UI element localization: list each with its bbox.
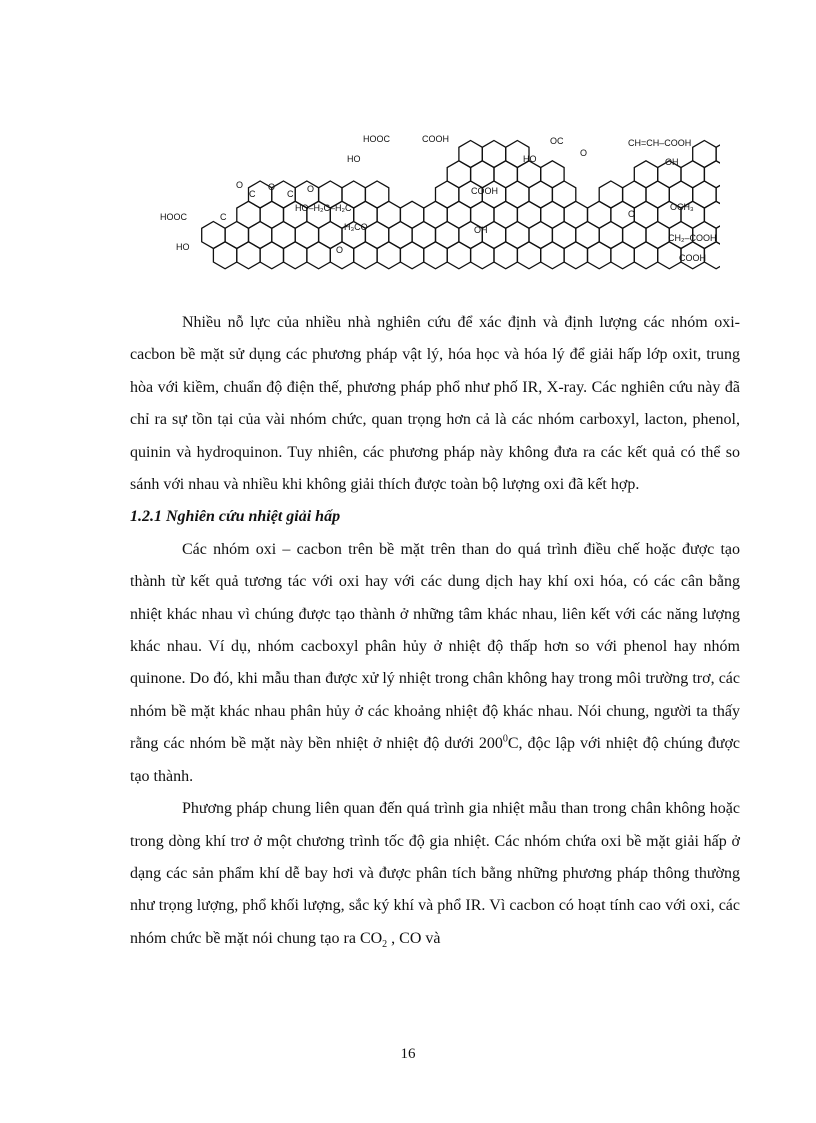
hexagon-ring	[588, 242, 611, 269]
hexagon-ring	[307, 242, 330, 269]
hexagon-ring	[704, 201, 720, 228]
hexagon-ring	[704, 242, 720, 269]
paragraph-desorption-method-text: Phương pháp chung liên quan đến quá trình gia nhiệt mẫu than trong chân không hoặc trong dòng khí trơ ở một chương trình tốc độ gia nhiệt. Các nhóm chứa oxi bề mặt giải hấp ở dạng các sản phẩm khí dễ bay hơi và được phân tích bằng những phương pháp thông thường như trọng lượng, phổ khối lượng, sắc ký khí và phổ IR. Vì cacbon có hoạt tính cao với oxi, các nhóm chức bề mặt nói chung tạo ra CO	[130, 800, 740, 947]
paragraph-thermal-stability	[130, 534, 740, 793]
hexagon-ring	[517, 242, 540, 269]
section-heading: 1.2.1 Nghiên cứu nhiệt giải hấp	[130, 508, 341, 526]
hexagon-ring	[716, 181, 720, 208]
page-number: 16	[400, 1046, 416, 1062]
hexagon-ring	[400, 242, 423, 269]
label-ring-o: O	[336, 245, 344, 255]
hexagon-ring	[634, 242, 657, 269]
paragraph-oxygen-groups: Nhiều nỗ lực của nhiều nhà nghiên cứu để xác định và định lượng các nhóm oxi- cacbon bề mặt sử dụng các phương pháp vật lý, hóa học và hóa lý để giải hấp lớp oxit, trung hòa với kiềm, chuẩn độ điện thế, phương pháp phổ như phố IR, X-ray. Các nghiên cứu này đã chỉ ra sự tồn tại của vài nhóm chức, quan trọng hơn cả là các nhóm carboxyl, lacton, phenol, quinin và hydroquinon. Tuy nhiên, các phương pháp này không đưa ra các kết quả có thể so sánh với nhau và nhiều khi không giải thích được toàn bộ lượng oxi đã kết hợp.	[130, 314, 740, 494]
label-oh-upper-right: OH	[665, 157, 679, 167]
hexagon-ring	[237, 242, 260, 269]
label-oc-top: OC	[550, 136, 564, 146]
label-anhydride-o-left: O	[236, 180, 244, 190]
label-anhydride-c-right: C	[287, 189, 294, 199]
label-cooh-middle: COOH	[471, 186, 498, 196]
label-ch2-cooh: CH₂–COOH	[668, 233, 717, 243]
hexagon-ring	[377, 242, 400, 269]
label-anhydride-o-mid: O	[268, 182, 276, 192]
label-anhydride-c-left: C	[249, 189, 256, 199]
paragraph-thermal-stability-tail: C, độc lập với nhiệt độ chúng được tạo thành.	[130, 735, 741, 785]
label-anhydride-o-right: O	[307, 184, 315, 194]
label-och3: OCH₃	[670, 202, 694, 212]
hexagon-ring	[284, 242, 307, 269]
label-hooc-left: HOOC	[160, 212, 187, 222]
degree-superscript: 0	[502, 733, 508, 745]
hexagon-ring	[611, 242, 634, 269]
hexagon-ring	[564, 242, 587, 269]
hexagon-ring	[447, 242, 470, 269]
hexagon-ring	[213, 242, 236, 269]
hexagon-ring	[716, 141, 720, 168]
chemical-structure-figure	[150, 120, 720, 315]
hexagon-ring	[658, 242, 681, 269]
hexagon-ring	[541, 242, 564, 269]
hexagon-ring	[716, 222, 720, 249]
hexagon-ring-network	[202, 141, 720, 269]
label-h3co: H₃CO	[344, 222, 368, 232]
label-ho-top: HO	[347, 154, 361, 164]
hexagon-ring	[494, 242, 517, 269]
label-oh-middle: OH	[474, 225, 488, 235]
label-c-left: C	[220, 212, 227, 222]
label-carbonyl-o: O	[628, 209, 636, 219]
label-ch-ch-cooh: CH=CH–COOH	[628, 138, 692, 148]
body-text	[130, 307, 740, 955]
co2-subscript: 2	[382, 938, 388, 950]
hexagon-ring	[354, 242, 377, 269]
label-ho-middle-right: HO	[523, 154, 537, 164]
label-cooh-bottom-right: COOH	[679, 253, 706, 263]
paragraph-desorption-method-tail: , CO và	[387, 929, 441, 947]
hexagon-ring	[471, 242, 494, 269]
label-ho-left: HO	[176, 242, 190, 252]
label-lactone-o: O	[580, 148, 588, 158]
label-hooc-top: HOOC	[363, 134, 390, 144]
paragraph-desorption-method	[130, 793, 740, 955]
label-cooh-top: COOH	[422, 134, 449, 144]
hexagon-ring	[424, 242, 447, 269]
activated-carbon-surface-structure	[150, 120, 720, 315]
hexagon-ring	[704, 161, 720, 188]
label-ho-ch2-ch2-c: HO–H₂C–H₂C	[295, 203, 352, 213]
hexagon-ring	[260, 242, 283, 269]
paragraph-thermal-stability-text: Các nhóm oxi – cacbon trên bề mặt trên than do quá trình điều chế hoặc được tạo thành từ kết quả tương tác với oxi hay với các dung dịch hay khí oxi hóa, có các cân bằng nhiệt khác nhau vì chúng được tạo thành ở những tâm khác nhau, liên kết với các năng lượng khác nhau. Ví dụ, nhóm cacboxyl phân hủy ở nhiệt độ thấp hơn so với phenol hay nhóm quinone. Do đó, khi mẫu than được xử lý nhiệt trong chân không hay trong môi trường trơ, các nhóm bề mặt khác nhau phân hủy ở các khoảng nhiệt độ khác nhau. Nói chung, người ta thấy rằng các nhóm bề mặt này bền nhiệt ở nhiệt độ dưới 200	[130, 540, 740, 753]
